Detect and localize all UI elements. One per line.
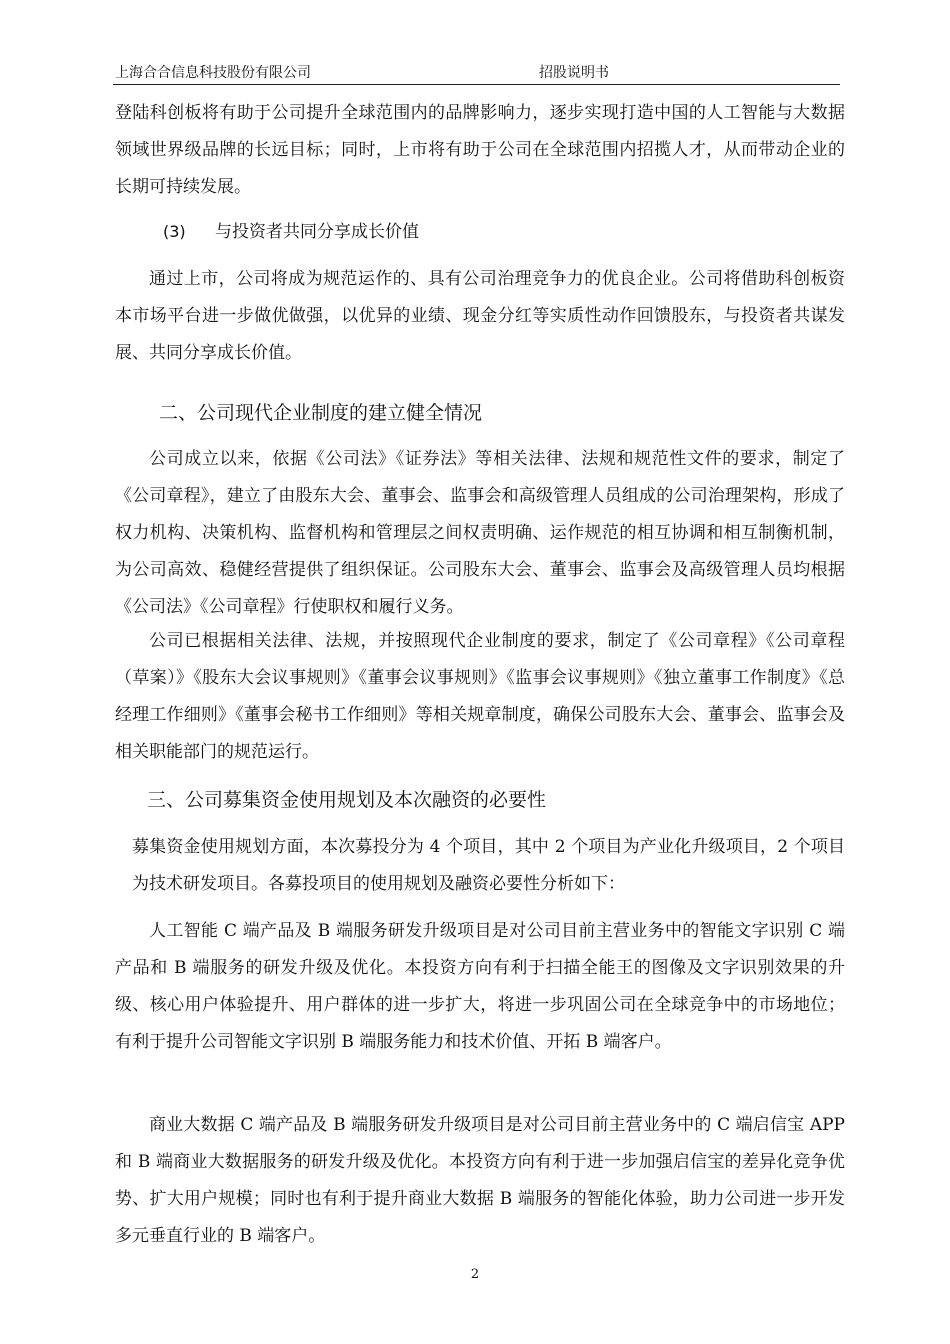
subheading-number: (3) [163,222,186,241]
paragraph-bigdata-project: 商业大数据 C 端产品及 B 端服务研发升级项目是对公司目前主营业务中的 C 端启信宝 APP 和 B 端商业大数据服务的研发升级及优化。本投资方向有利于进一步加强启信宝的差异化竞争优势、扩大用户规模；同时也有利于提升商业大数据 B 端服务的智能化体验，助力公司进一步开发多元垂直行业的 B 端客户。 [115,1115,845,1246]
paragraph-brand-influence: 登陆科创板将有助于公司提升全球范围内的品牌影响力，逐步实现打造中国的人工智能与大数据领域世界级品牌的长远目标；同时，上市将有助于公司在全球范围内招揽人才，从而带动企业的长期可持续发展。 [115,103,845,197]
subheading-share-value [163,213,419,251]
header-document-title: 招股说明书 [539,65,609,81]
page-header [113,60,840,85]
paragraph-fund-plan: 募集资金使用规划方面，本次募投分为 4 个项目，其中 2 个项目为产业化升级项目，2 个项目为技术研发项目。各募投项目的使用规划及融资必要性分析如下： [132,837,845,894]
paragraph-ai-project: 人工智能 C 端产品及 B 端服务研发升级项目是对公司目前主营业务中的智能文字识别 C 端产品和 B 端服务的研发升级及优化。本投资方向有利于扫描全能王的图像及文字识别效果的升级、核心用户体验提升、用户群体的进一步扩大，将进一步巩固公司在全球竞争中的市场地位；有利于提升公司智能文字识别 B 端服务能力和技术价值、开拓 B 端客户。 [115,921,845,1052]
section-heading-fund-usage: 三、公司募集资金使用规划及本次融资的必要性 [147,789,547,811]
paragraph-governance-structure: 公司成立以来，依据《公司法》《证券法》等相关法律、法规和规范性文件的要求，制定了《公司章程》，建立了由股东大会、董事会、监事会和高级管理人员组成的公司治理架构，形成了权力机构、决策机构、监督机构和管理层之间权责明确、运作规范的相互协调和相互制衡机制，为公司高效、稳健经营提供了组织保证。公司股东大会、董事会、监事会及高级管理人员均根据《公司法》《公司章程》行使职权和履行义务。 [115,449,845,617]
subheading-text: 与投资者共同分享成长价值 [215,222,419,242]
header-company-name: 上海合合信息科技股份有限公司 [115,65,311,81]
page-number: 2 [470,1267,480,1282]
paragraph-listing-benefits: 通过上市，公司将成为规范运作的、具有公司治理竞争力的优良企业。公司将借助科创板资本市场平台进一步做优做强，以优异的业绩、现金分红等实质性动作回馈股东，与投资者共谋发展、共同分享成长价值。 [115,269,845,363]
section-heading-modern-enterprise: 二、公司现代企业制度的建立健全情况 [159,402,483,424]
paragraph-rules-and-regulations: 公司已根据相关法律、法规，并按照现代企业制度的要求，制定了《公司章程》《公司章程（草案）》《股东大会议事规则》《董事会议事规则》《监事会议事规则》《独立董事工作制度》《总经理工作细则》《董事会秘书工作细则》等相关规章制度，确保公司股东大会、董事会、监事会及相关职能部门的规范运行。 [115,631,845,762]
